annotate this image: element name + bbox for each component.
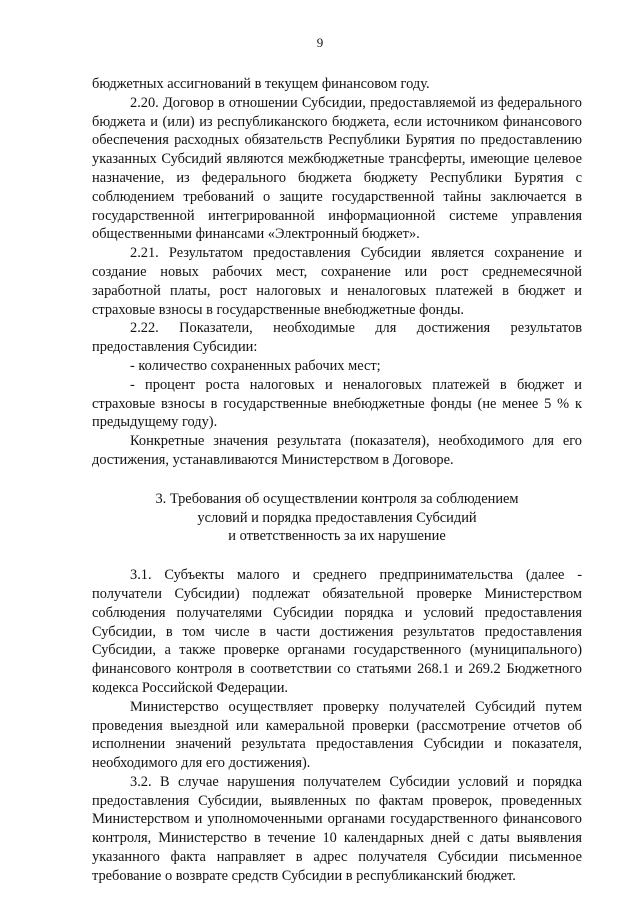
- paragraph-2-21: 2.21. Результатом предоставления Субсидии является сохранение и создание новых рабочих мест, сохранение или рост среднемесячной заработной платы, рост налоговых и неналоговых платежей в бюджет и страховые взносы в государственные внебюджетные фонды.: [92, 245, 582, 318]
- page-number: 9: [316, 35, 324, 50]
- paragraph-continuation: бюджетных ассигнований в текущем финансовом году.: [92, 76, 430, 92]
- section-heading-line-1: 3. Требования об осуществлении контроля за соблюдением: [155, 490, 519, 507]
- section-heading-line-2: условий и порядка предоставления Субсидий: [197, 509, 477, 526]
- paragraph-3-1: 3.1. Субъекты малого и среднего предпринимательства (далее - получатели Субсидии) подлежат обязательной проверке Министерством соблюдения получателями Субсидии порядка и условий предоставления Субсидии, в том числе в части достижения результатов предоставления Субсидии, а также проверке органами государственного (муниципального) финансового контроля в соответствии со статьями 268.1 и 269.2 Бюджетного кодекса Российской Федерации.: [92, 567, 582, 696]
- section-heading-line-3: и ответственность за их нарушение: [228, 528, 446, 545]
- paragraph-ministry-check: Министерство осуществляет проверку получателей Субсидий путем проведения выездной или камеральной проверки (рассмотрение отчетов об исполнении значений результата предоставления Субсидии и показателя, необходимого для его достижения).: [92, 698, 582, 772]
- paragraph-2-20: 2.20. Договор в отношении Субсидии, предоставляемой из федерального бюджета и (или) из республиканского бюджета, если источником финансового обеспечения расходных обязательств Республики Бурятия по предоставлению указанных Субсидий являются межбюджетные трансферты, имеющие целевое назначение, из федерального бюджета бюджету Республики Бурятия с соблюдением требований о защите государственной тайны заключается в государственной интегрированной информационной системе управления общественными финансами «Электронный бюджет».: [92, 94, 582, 243]
- paragraph-2-22: 2.22. Показатели, необходимые для достижения результатов предоставления Субсидии:: [92, 320, 582, 356]
- section-heading: [92, 490, 582, 546]
- paragraph-specific-values: Конкретные значения результата (показателя), необходимого для его достижения, устанавливаются Министерством в Договоре.: [92, 433, 582, 468]
- paragraph-3-2: 3.2. В случае нарушения получателем Субсидии условий и порядка предоставления Субсидии, выявленных по фактам проверок, проведенных Министерством и уполномоченными органами государственного финансового контроля, Министерство в течение 10 календарных дней с даты выявления указанного факта направляет в адрес получателя Субсидии письменное требование о возврате средств Субсидии в республиканский бюджет.: [92, 773, 582, 884]
- document-body: [92, 75, 582, 886]
- list-item-tax-growth: - процент роста налоговых и неналоговых платежей в бюджет и страховые взносы в государственные внебюджетные фонды (не менее 5 % к предыдущему году).: [92, 376, 582, 431]
- list-item-jobs: - количество сохраненных рабочих мест;: [130, 357, 381, 374]
